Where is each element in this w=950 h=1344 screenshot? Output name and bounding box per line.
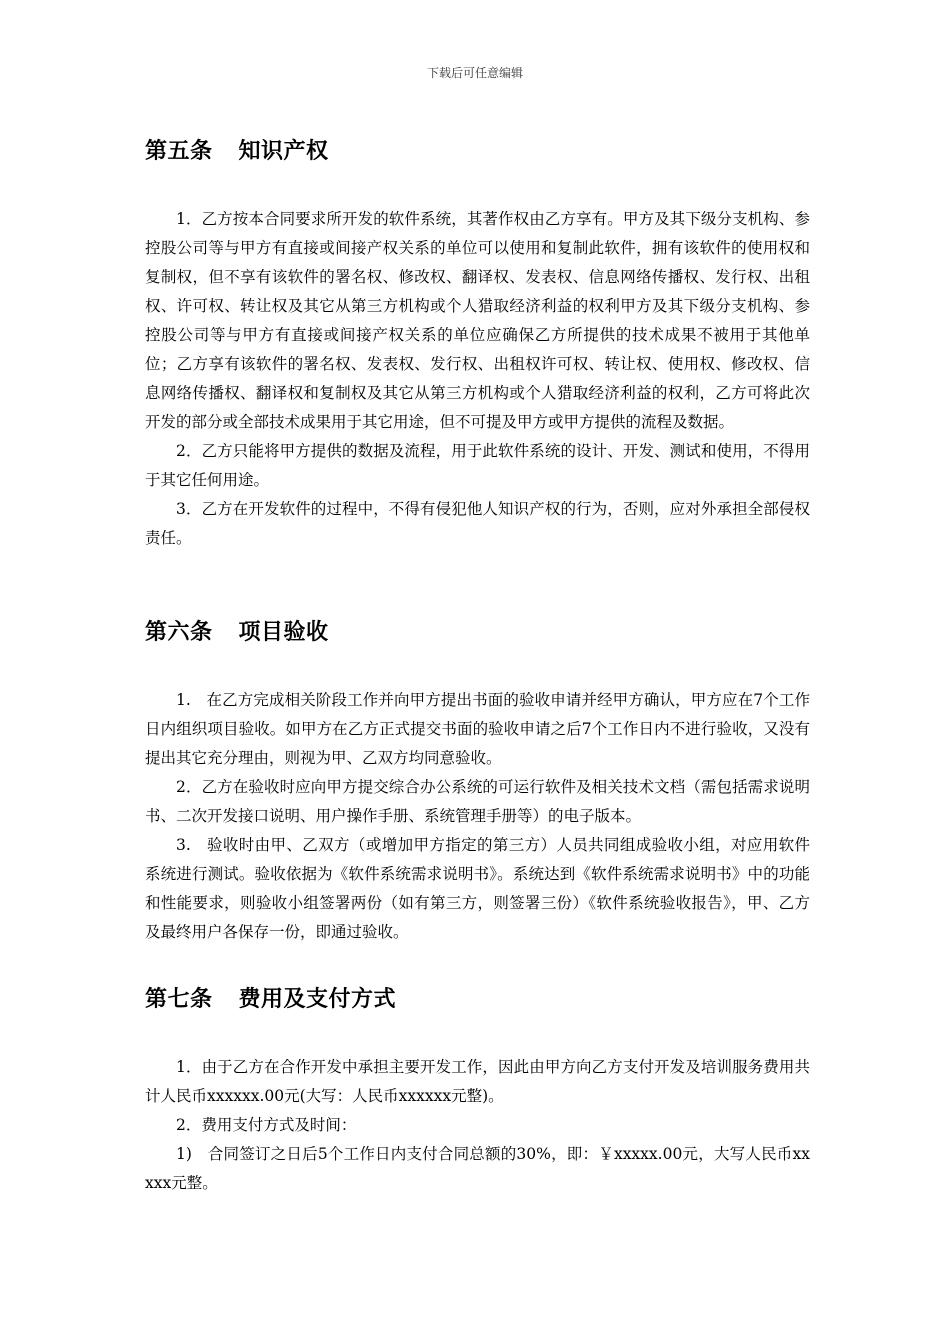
paragraph: 2．乙方只能将甲方提供的数据及流程，用于此软件系统的设计、开发、测试和使用，不得用于其它任何用途。 (145, 442, 810, 489)
paragraph: 1. 在乙方完成相关阶段工作并向甲方提出书面的验收申请并经甲方确认，甲方应在7个工作日内组织项目验收。如甲方在乙方正式提交书面的验收申请之后7个工作日内不进行验收，又没有提出其它充分理由，则视为甲、乙双方均同意验收。 (145, 691, 810, 767)
section-title: 知识产权 (238, 139, 329, 164)
section-body (145, 1053, 810, 1198)
section-number: 第五条 (145, 139, 213, 164)
paragraph: 1．由于乙方在合作开发中承担主要开发工作，因此由甲方向乙方支付开发及培训服务费用共计人民币xxxxxx.00元(大写：人民币xxxxxx元整)。 (145, 1058, 810, 1105)
section-number: 第六条 (145, 620, 213, 645)
section-heading (145, 137, 810, 167)
section-heading (145, 618, 810, 648)
paragraph: 3. 验收时由甲、乙双方（或增加甲方指定的第三方）人员共同组成验收小组，对应用软件系统进行测试。验收依据为《软件系统需求说明书》。系统达到《软件系统需求说明书》中的功能和性能要求，则验收小组签署两份（如有第三方，则签署三份）《软件系统验收报告》，甲、乙方及最终用户各保存一份，即通过验收。 (145, 836, 810, 941)
paragraph: 2．乙方在验收时应向甲方提交综合办公系统的可运行软件及相关技术文档（需包括需求说明书、二次开发接口说明、用户操作手册、系统管理手册等）的电子版本。 (145, 778, 810, 825)
paragraph: 1．乙方按本合同要求所开发的软件系统，其著作权由乙方享有。甲方及其下级分支机构、参控股公司等与甲方有直接或间接产权关系的单位可以使用和复制此软件，拥有该软件的使用权和复制权，但不享有该软件的署名权、修改权、翻译权、发表权、信息网络传播权、发行权、出租权、许可权、转让权及其它从第三方机构或个人猎取经济利益的权利甲方及其下级分支机构、参控股公司等与甲方有直接或间接产权关系的单位应确保乙方所提供的技术成果不被用于其他单位；乙方享有该软件的署名权、发表权、发行权、出租权许可权、转让权、使用权、修改权、信息网络传播权、翻译权和复制权及其它从第三方机构或个人猎取经济利益的权利，乙方可将此次开发的部分或全部技术成果用于其它用途，但不可提及甲方或甲方提供的流程及数据。 (145, 210, 810, 431)
paragraph: 1) 合同签订之日后5个工作日内支付合同总额的30%，即：￥xxxxx.00元，大写人民币xxxxx元整。 (145, 1145, 810, 1192)
section-heading (145, 985, 810, 1015)
section-body (145, 686, 810, 947)
section-article-7 (145, 985, 810, 1198)
section-number: 第七条 (145, 987, 213, 1012)
paragraph: 2．费用支付方式及时间： (176, 1116, 357, 1134)
section-article-6 (145, 618, 810, 947)
page-header: 下载后可任意编辑 (426, 66, 523, 80)
section-title: 项目验收 (238, 620, 329, 645)
section-title: 费用及支付方式 (238, 987, 397, 1012)
section-article-5 (145, 137, 810, 553)
paragraph: 3．乙方在开发软件的过程中，不得有侵犯他人知识产权的行为，否则，应对外承担全部侵权责任。 (145, 500, 810, 547)
section-body (145, 205, 810, 553)
